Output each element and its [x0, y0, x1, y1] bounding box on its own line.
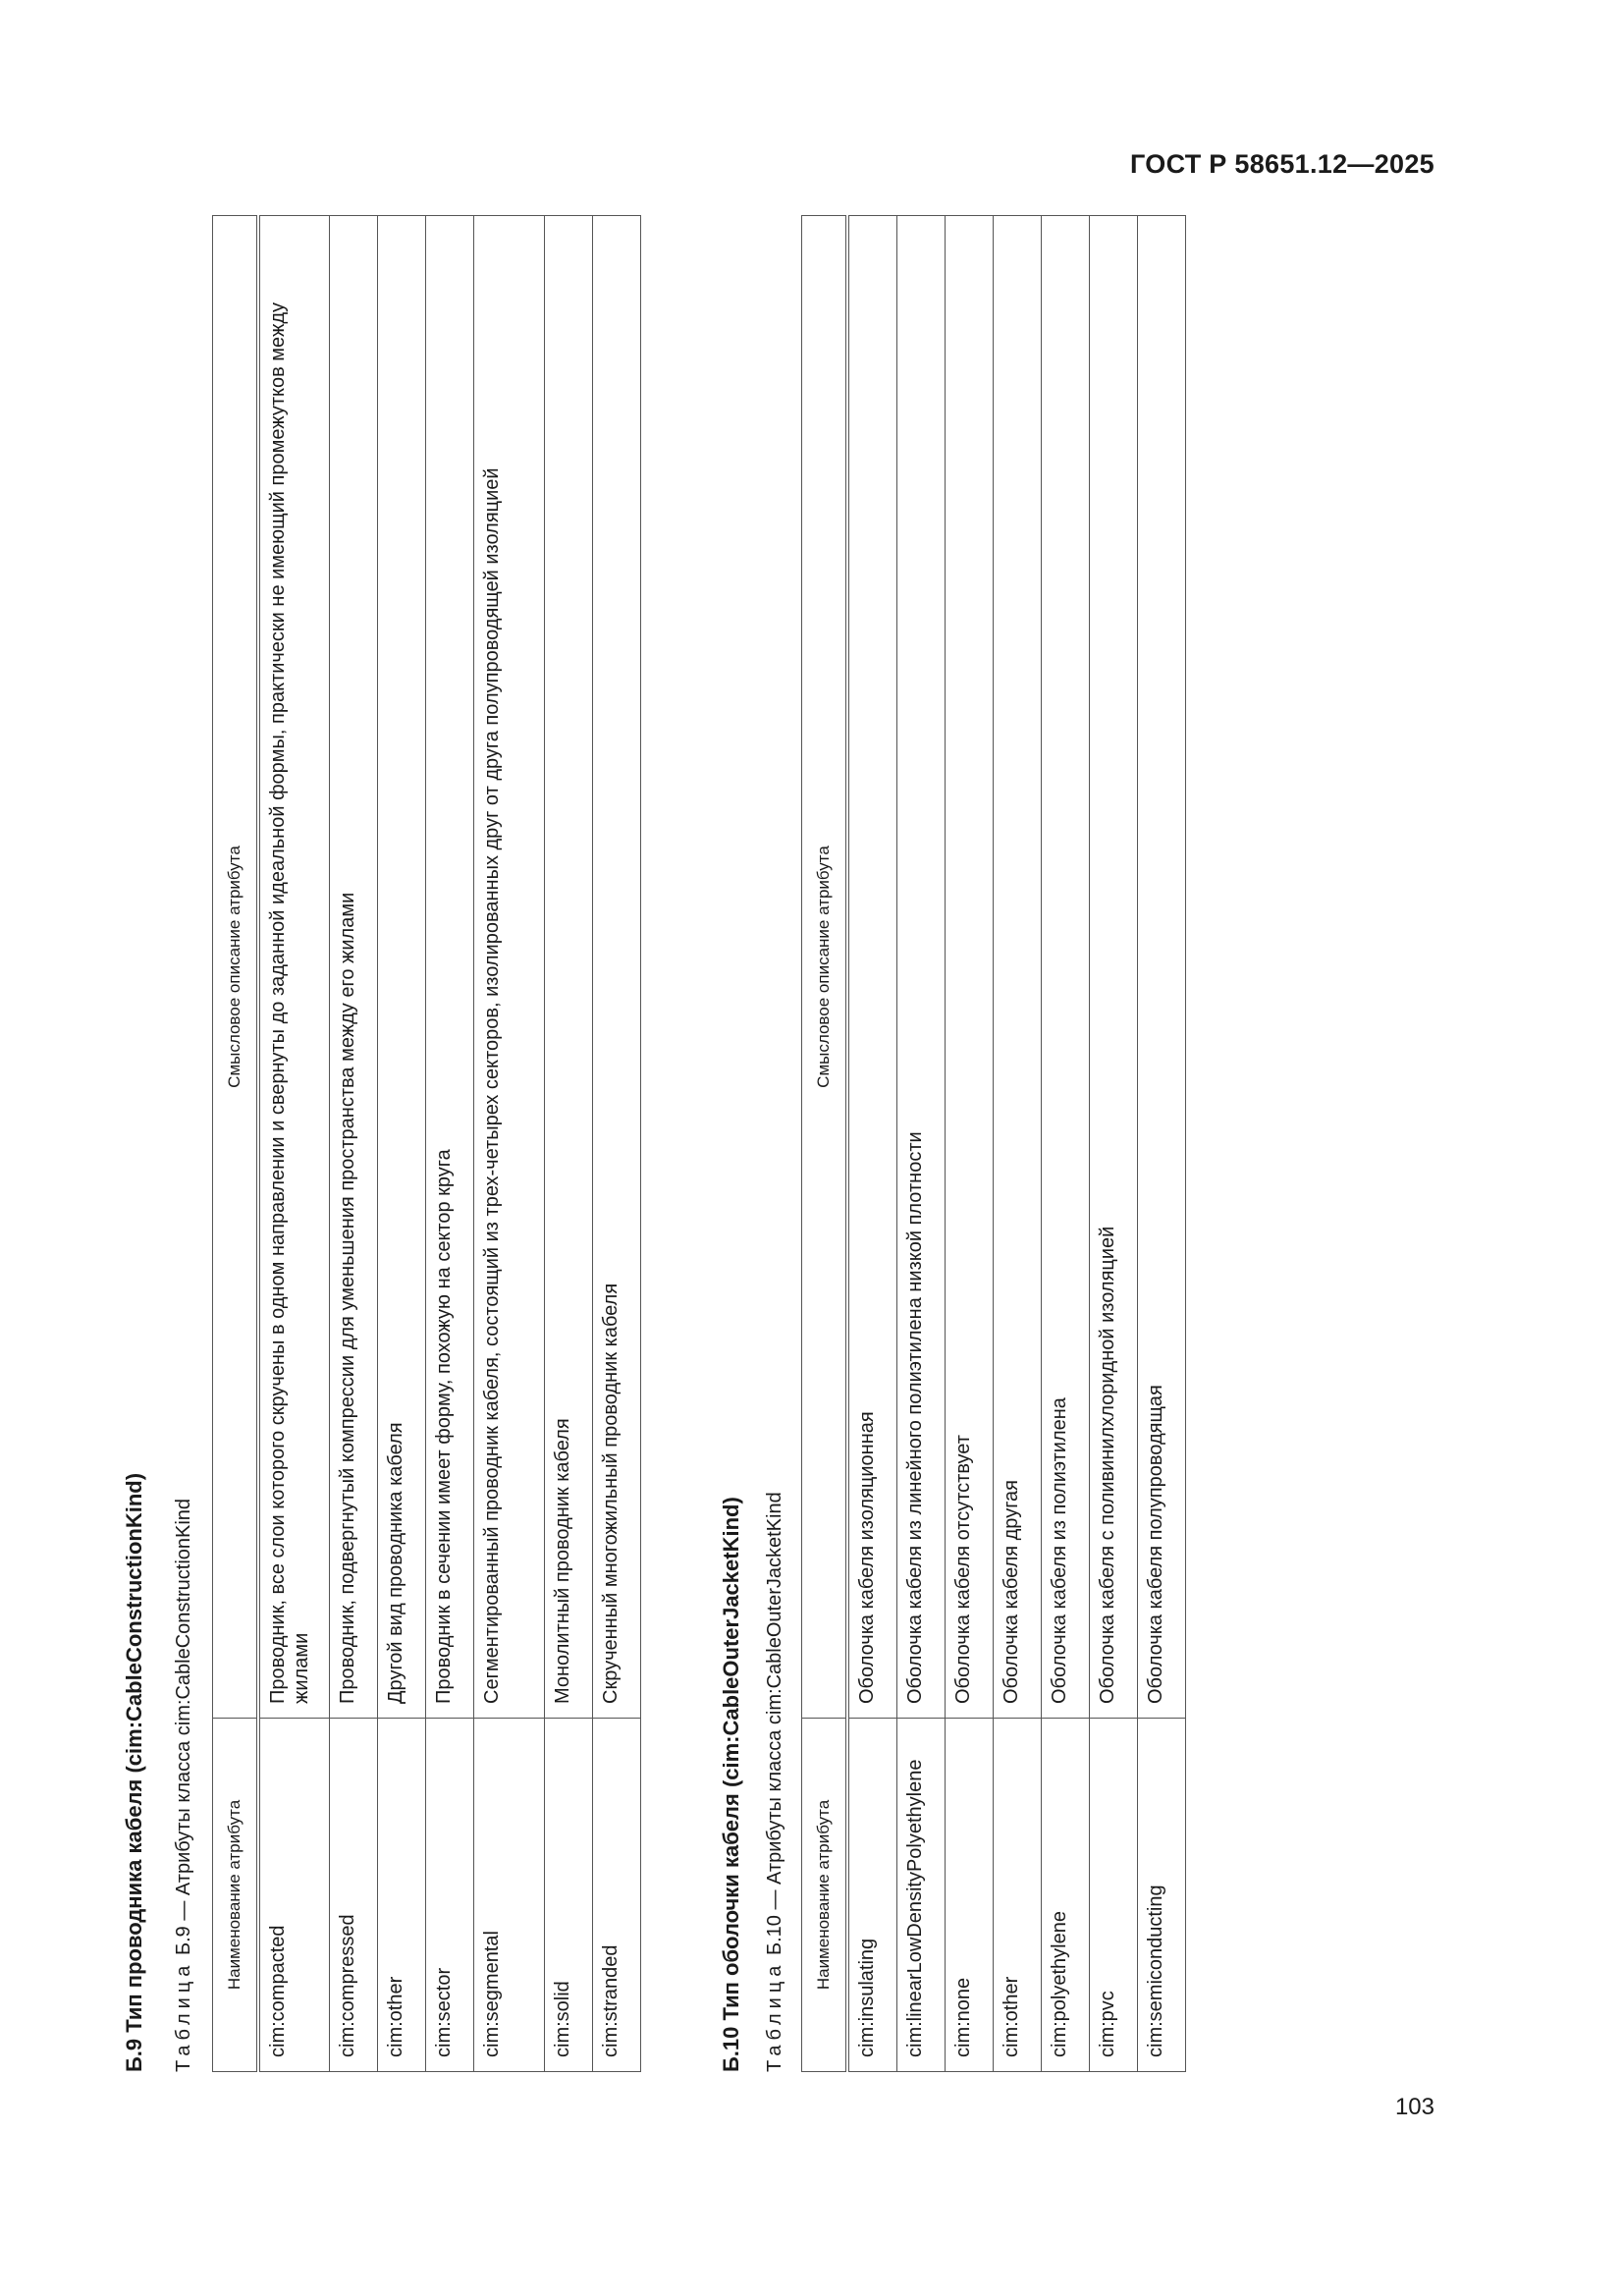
attribute-description: Скрученный многожильный проводник кабеля: [592, 216, 640, 1719]
page-number: 103: [1394, 2094, 1434, 2120]
attribute-description: Оболочка кабеля другая: [994, 216, 1042, 1719]
rotated-page-content: [116, 216, 1216, 2072]
attribute-name: cim:pvc: [1090, 1719, 1138, 2072]
attribute-description: Другой вид проводника кабеля: [377, 216, 425, 1719]
attribute-name: cim:sector: [425, 1719, 473, 2072]
table-row: [544, 216, 592, 2072]
attribute-name: cim:stranded: [592, 1719, 640, 2072]
table-row: [329, 216, 377, 2072]
attribute-description: Проводник в сечении имеет форму, похожую на сектор круга: [425, 216, 473, 1719]
attribute-description: Оболочка кабеля из линейного полиэтилена низкой плотности: [897, 216, 946, 1719]
table-header-row: [802, 216, 848, 2072]
attribute-name: cim:other: [994, 1719, 1042, 2072]
table-caption-b10: [764, 1492, 786, 2072]
attribute-name: cim:compacted: [258, 1719, 329, 2072]
table-header-row: [213, 216, 259, 2072]
header-attribute-description: Смысловое описание атрибута: [213, 216, 259, 1719]
table-row: [1042, 216, 1090, 2072]
caption-text: Б.9 — Атрибуты класса cim:CableConstructionKind: [173, 1498, 194, 1956]
table-b9: [212, 215, 641, 2072]
attribute-description: Оболочка кабеля отсутствует: [946, 216, 994, 1719]
caption-prefix: Таблица: [764, 1960, 785, 2072]
caption-text: Б.10 — Атрибуты класса cim:CableOuterJacketKind: [764, 1492, 785, 1956]
header-attribute-name: Наименование атрибута: [802, 1719, 848, 2072]
header-attribute-description: Смысловое описание атрибута: [802, 216, 848, 1719]
caption-prefix: Таблица: [173, 1960, 194, 2072]
attribute-name: cim:none: [946, 1719, 994, 2072]
attribute-name: cim:solid: [544, 1719, 592, 2072]
attribute-name: cim:polyethylene: [1042, 1719, 1090, 2072]
table-row: [1138, 216, 1186, 2072]
table-caption-b9: [173, 1499, 195, 2072]
header-attribute-name: Наименование атрибута: [213, 1719, 259, 2072]
attribute-name: cim:other: [377, 1719, 425, 2072]
attribute-name: cim:linearLowDensityPolyethylene: [897, 1719, 946, 2072]
attribute-description: Проводник, все слои которого скручены в одном направлении и свернуты до заданной идеальной формы, практически не имеющий промежутков между жилами: [258, 216, 329, 1719]
attribute-description: Сегментированный проводник кабеля, состоящий из трех-четырех секторов, изолированных друг от друга полупроводящей изоляцией: [473, 216, 544, 1719]
table-row: [258, 216, 329, 2072]
attribute-name: cim:segmental: [473, 1719, 544, 2072]
section-title-b9: Б.9 Тип проводника кабеля (cim:CableConstructionKind): [122, 1472, 146, 2072]
table-row: [946, 216, 994, 2072]
table-row: [1090, 216, 1138, 2072]
table-row: [592, 216, 640, 2072]
table-row: [377, 216, 425, 2072]
table-row: [897, 216, 946, 2072]
attribute-description: Оболочка кабеля изоляционная: [847, 216, 897, 1719]
attribute-description: Проводник, подвергнутый компрессии для уменьшения пространства между его жилами: [329, 216, 377, 1719]
table-row: [473, 216, 544, 2072]
attribute-description: Оболочка кабеля из полиэтилена: [1042, 216, 1090, 1719]
attribute-name: cim:semiconducting: [1138, 1719, 1186, 2072]
attribute-description: Оболочка кабеля полупроводящая: [1138, 216, 1186, 1719]
table-row: [425, 216, 473, 2072]
table-row: [847, 216, 897, 2072]
section-title-b10: Б.10 Тип оболочки кабеля (cim:CableOuterJacketKind): [719, 1497, 743, 2072]
attribute-name: cim:insulating: [847, 1719, 897, 2072]
attribute-description: Монолитный проводник кабеля: [544, 216, 592, 1719]
table-row: [994, 216, 1042, 2072]
document-code: ГОСТ Р 58651.12—2025: [1130, 149, 1434, 179]
attribute-name: cim:compressed: [329, 1719, 377, 2072]
attribute-description: Оболочка кабеля с поливинилхлоридной изоляцией: [1090, 216, 1138, 1719]
table-b10: [801, 215, 1186, 2072]
